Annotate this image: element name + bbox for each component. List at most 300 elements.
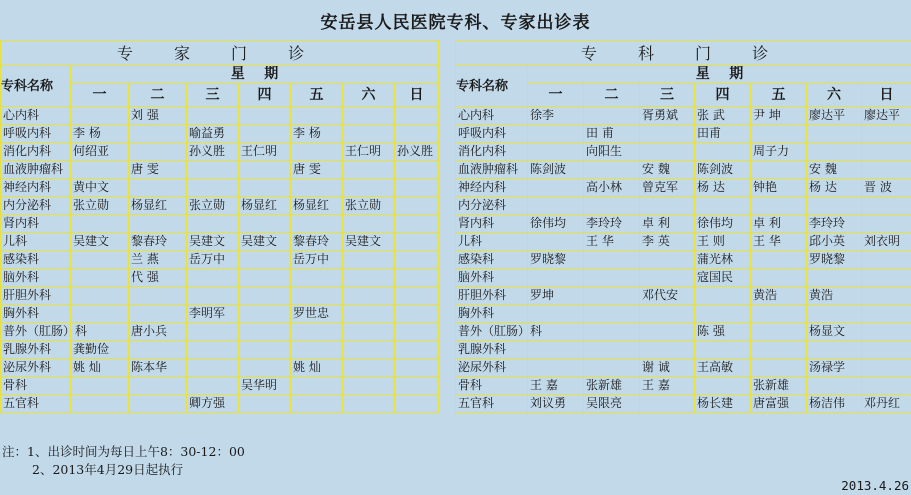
specialty-name: 肝胆外科 — [456, 287, 528, 305]
doctor-cell — [187, 359, 239, 377]
doctor-cell: 卓 利 — [640, 215, 695, 233]
table-row — [456, 305, 911, 323]
table-row — [1, 143, 439, 161]
doctor-cell — [129, 215, 187, 233]
doctor-cell: 杨 达 — [695, 179, 751, 197]
table-row — [1, 107, 439, 125]
doctor-cell: 李 杨 — [71, 125, 129, 143]
doctor-cell — [862, 323, 911, 341]
doctor-cell: 岳万中 — [187, 251, 239, 269]
doctor-cell — [751, 161, 807, 179]
doctor-cell: 代 强 — [129, 269, 187, 287]
doctor-cell — [528, 143, 584, 161]
doctor-cell: 唐富强 — [751, 395, 807, 413]
doctor-cell — [751, 305, 807, 323]
doctor-cell — [695, 143, 751, 161]
doctor-cell — [239, 287, 291, 305]
doctor-cell — [395, 395, 439, 413]
doctor-cell — [862, 215, 911, 233]
doctor-cell: 杨洁伟 — [807, 395, 862, 413]
doctor-cell: 周子力 — [751, 143, 807, 161]
doctor-cell — [239, 395, 291, 413]
doctor-cell — [187, 179, 239, 197]
specialty-name: 内分泌科 — [456, 197, 528, 215]
doctor-cell — [695, 377, 751, 395]
specialty-name: 骨科 — [1, 377, 71, 395]
doctor-cell — [862, 197, 911, 215]
doctor-cell — [862, 269, 911, 287]
doctor-cell: 安 魏 — [640, 161, 695, 179]
doctor-cell — [584, 197, 640, 215]
doctor-cell — [71, 107, 129, 125]
specialty-clinic-table — [455, 40, 911, 413]
doctor-cell: 田 甫 — [584, 125, 640, 143]
doctor-cell — [71, 305, 129, 323]
column-header-specialty: 专科名称 — [1, 66, 71, 107]
doctor-cell: 刘 强 — [129, 107, 187, 125]
doctor-cell — [584, 341, 640, 359]
doctor-cell — [187, 377, 239, 395]
doctor-cell: 吴建文 — [343, 233, 395, 251]
doctor-cell: 李 英 — [640, 233, 695, 251]
doctor-cell — [395, 197, 439, 215]
doctor-cell: 李明军 — [187, 305, 239, 323]
doctor-cell: 尹 坤 — [751, 107, 807, 125]
doctor-cell: 唐小兵 — [129, 323, 187, 341]
doctor-cell — [584, 251, 640, 269]
doctor-cell: 黎春玲 — [291, 233, 343, 251]
doctor-cell: 蒲光林 — [695, 251, 751, 269]
specialty-name: 儿科 — [1, 233, 71, 251]
doctor-cell — [751, 197, 807, 215]
doctor-cell — [187, 107, 239, 125]
doctor-cell — [291, 179, 343, 197]
doctor-cell: 张立勋 — [343, 197, 395, 215]
day-header: 二 — [129, 84, 187, 107]
day-header: 三 — [640, 84, 695, 107]
doctor-cell — [71, 377, 129, 395]
doctor-cell — [862, 377, 911, 395]
doctor-cell: 刘议勇 — [528, 395, 584, 413]
doctor-cell: 黄中文 — [71, 179, 129, 197]
doctor-cell: 黄浩 — [807, 287, 862, 305]
doctor-cell: 兰 燕 — [129, 251, 187, 269]
doctor-cell — [71, 215, 129, 233]
table-row — [1, 359, 439, 377]
doctor-cell — [807, 143, 862, 161]
day-header: 四 — [695, 84, 751, 107]
doctor-cell: 李 杨 — [291, 125, 343, 143]
doctor-cell — [343, 161, 395, 179]
note-line-1: 注：1、出诊时间为每日上午8：30-12：00 — [2, 444, 245, 459]
doctor-cell: 王仁明 — [343, 143, 395, 161]
doctor-cell: 吴建文 — [239, 233, 291, 251]
doctor-cell: 陈剑波 — [528, 161, 584, 179]
doctor-cell — [862, 341, 911, 359]
doctor-cell: 廖达平 — [862, 107, 911, 125]
doctor-cell — [751, 341, 807, 359]
doctor-cell — [187, 215, 239, 233]
doctor-cell — [584, 161, 640, 179]
doctor-cell — [187, 323, 239, 341]
doctor-cell — [751, 125, 807, 143]
doctor-cell — [528, 233, 584, 251]
doctor-cell: 喻益勇 — [187, 125, 239, 143]
table-row — [1, 179, 439, 197]
doctor-cell — [862, 359, 911, 377]
doctor-cell: 张 武 — [695, 107, 751, 125]
doctor-cell — [343, 125, 395, 143]
doctor-cell: 罗晓黎 — [807, 251, 862, 269]
specialty-name: 乳腺外科 — [1, 341, 71, 359]
doctor-cell: 黎春玲 — [129, 233, 187, 251]
doctor-cell — [640, 197, 695, 215]
doctor-cell — [71, 395, 129, 413]
doctor-cell — [395, 323, 439, 341]
doctor-cell — [807, 269, 862, 287]
doctor-cell — [291, 395, 343, 413]
doctor-cell — [807, 377, 862, 395]
doctor-cell — [695, 197, 751, 215]
doctor-cell — [528, 125, 584, 143]
specialty-name: 乳腺外科 — [456, 341, 528, 359]
table-row — [456, 395, 911, 413]
doctor-cell — [129, 395, 187, 413]
day-header: 日 — [395, 84, 439, 107]
doctor-cell: 罗坤 — [528, 287, 584, 305]
doctor-cell: 张立勋 — [187, 197, 239, 215]
doctor-cell: 王高敏 — [695, 359, 751, 377]
doctor-cell — [862, 161, 911, 179]
specialty-name: 呼吸内科 — [1, 125, 71, 143]
doctor-cell — [291, 107, 343, 125]
day-header: 四 — [239, 84, 291, 107]
doctor-cell — [291, 143, 343, 161]
doctor-cell — [129, 305, 187, 323]
doctor-cell — [71, 287, 129, 305]
doctor-cell — [862, 305, 911, 323]
table-row — [1, 341, 439, 359]
specialty-name: 脑外科 — [1, 269, 71, 287]
table-row — [1, 251, 439, 269]
doctor-cell: 陈 强 — [695, 323, 751, 341]
specialty-name: 骨科 — [456, 377, 528, 395]
table-row — [456, 359, 911, 377]
table-row — [1, 305, 439, 323]
doctor-cell — [239, 305, 291, 323]
doctor-cell: 廖达平 — [807, 107, 862, 125]
specialty-name: 儿科 — [456, 233, 528, 251]
day-header: 三 — [187, 84, 239, 107]
doctor-cell: 邓丹红 — [862, 395, 911, 413]
doctor-cell: 吴建文 — [187, 233, 239, 251]
doctor-cell: 田甫 — [695, 125, 751, 143]
doctor-cell: 王 华 — [751, 233, 807, 251]
doctor-cell — [584, 305, 640, 323]
doctor-cell — [584, 323, 640, 341]
doctor-cell: 邱小英 — [807, 233, 862, 251]
table-row — [456, 269, 911, 287]
doctor-cell — [862, 287, 911, 305]
table-row — [456, 215, 911, 233]
doctor-cell — [751, 269, 807, 287]
doctor-cell — [129, 287, 187, 305]
doctor-cell: 王 嘉 — [640, 377, 695, 395]
doctor-cell: 邓代安 — [640, 287, 695, 305]
doctor-cell — [71, 161, 129, 179]
doctor-cell: 晋 波 — [862, 179, 911, 197]
doctor-cell — [71, 269, 129, 287]
doctor-cell — [395, 305, 439, 323]
doctor-cell — [291, 377, 343, 395]
doctor-cell — [129, 125, 187, 143]
specialty-name: 胸外科 — [456, 305, 528, 323]
specialty-name: 神经内科 — [456, 179, 528, 197]
doctor-cell: 陈本华 — [129, 359, 187, 377]
day-header: 一 — [528, 84, 584, 107]
specialty-name: 泌尿外科 — [1, 359, 71, 377]
doctor-cell — [862, 143, 911, 161]
doctor-cell — [343, 359, 395, 377]
doctor-cell: 杨显红 — [129, 197, 187, 215]
doctor-cell: 谢 诚 — [640, 359, 695, 377]
doctor-cell — [129, 377, 187, 395]
doctor-cell — [395, 269, 439, 287]
doctor-cell — [239, 179, 291, 197]
doctor-cell — [239, 251, 291, 269]
doctor-cell — [343, 269, 395, 287]
doctor-cell: 徐伟均 — [695, 215, 751, 233]
table-row — [1, 197, 439, 215]
doctor-cell: 李玲玲 — [807, 215, 862, 233]
doctor-cell — [584, 107, 640, 125]
doctor-cell — [343, 377, 395, 395]
day-header: 一 — [71, 84, 129, 107]
specialty-name: 消化内科 — [1, 143, 71, 161]
doctor-cell — [129, 179, 187, 197]
doctor-cell — [528, 179, 584, 197]
doctor-cell: 吴限亮 — [584, 395, 640, 413]
doctor-cell — [640, 251, 695, 269]
specialty-name: 肾内科 — [1, 215, 71, 233]
doctor-cell: 吴华明 — [239, 377, 291, 395]
doctor-cell — [807, 125, 862, 143]
doctor-cell: 胥勇斌 — [640, 107, 695, 125]
specialty-name: 心内科 — [456, 107, 528, 125]
table-row — [456, 161, 911, 179]
specialty-name: 血液肿瘤科 — [456, 161, 528, 179]
week-header: 星 期 — [71, 66, 439, 84]
doctor-cell: 王 华 — [584, 233, 640, 251]
doctor-cell — [395, 107, 439, 125]
doctor-cell: 岳万中 — [291, 251, 343, 269]
table-row — [1, 125, 439, 143]
table-row — [1, 323, 439, 341]
specialty-name: 肾内科 — [456, 215, 528, 233]
page-title: 安岳县人民医院专科、专家出诊表 — [320, 13, 591, 33]
doctor-cell: 王仁明 — [239, 143, 291, 161]
table-row — [456, 143, 911, 161]
doctor-cell: 张新雄 — [584, 377, 640, 395]
day-header: 二 — [584, 84, 640, 107]
specialty-name: 内分泌科 — [1, 197, 71, 215]
doctor-cell — [343, 287, 395, 305]
doctor-cell: 张立勋 — [71, 197, 129, 215]
doctor-cell — [395, 161, 439, 179]
table-row — [1, 377, 439, 395]
day-header: 日 — [862, 84, 911, 107]
doctor-cell — [695, 287, 751, 305]
doctor-cell — [528, 359, 584, 377]
doctor-cell: 汤禄学 — [807, 359, 862, 377]
doctor-cell: 杨长建 — [695, 395, 751, 413]
doctor-cell — [343, 215, 395, 233]
doctor-cell: 杨显红 — [239, 197, 291, 215]
doctor-cell: 李玲玲 — [584, 215, 640, 233]
doctor-cell — [71, 251, 129, 269]
doctor-cell — [129, 143, 187, 161]
doctor-cell — [343, 395, 395, 413]
doctor-cell — [239, 107, 291, 125]
doctor-cell — [807, 305, 862, 323]
doctor-cell — [584, 269, 640, 287]
table-row — [1, 215, 439, 233]
doctor-cell: 徐伟均 — [528, 215, 584, 233]
specialty-name: 普外（肛肠）科 — [1, 323, 71, 341]
doctor-cell — [129, 341, 187, 359]
table-row — [456, 107, 911, 125]
doctor-cell — [640, 143, 695, 161]
date-stamp: 2013.4.26 — [841, 478, 909, 493]
doctor-cell — [395, 233, 439, 251]
doctor-cell — [528, 341, 584, 359]
doctor-cell — [395, 341, 439, 359]
doctor-cell — [584, 287, 640, 305]
doctor-cell — [751, 359, 807, 377]
day-header: 五 — [751, 84, 807, 107]
table-row — [1, 269, 439, 287]
doctor-cell — [395, 251, 439, 269]
doctor-cell: 徐李 — [528, 107, 584, 125]
table-row — [456, 341, 911, 359]
doctor-cell: 寇国民 — [695, 269, 751, 287]
doctor-cell — [187, 161, 239, 179]
doctor-cell: 杨显文 — [807, 323, 862, 341]
doctor-cell: 吴建文 — [71, 233, 129, 251]
doctor-cell — [640, 305, 695, 323]
specialty-name: 五官科 — [1, 395, 71, 413]
table-row — [1, 233, 439, 251]
table-row — [456, 125, 911, 143]
day-header: 六 — [807, 84, 862, 107]
doctor-cell — [291, 341, 343, 359]
day-header: 五 — [291, 84, 343, 107]
doctor-cell — [395, 125, 439, 143]
note-line-2: 2、2013年4月29日起执行 — [32, 462, 184, 477]
specialty-name: 神经内科 — [1, 179, 71, 197]
doctor-cell — [862, 251, 911, 269]
week-header: 星 期 — [528, 66, 911, 84]
table-row — [456, 323, 911, 341]
specialty-name: 脑外科 — [456, 269, 528, 287]
doctor-cell — [395, 359, 439, 377]
table-row — [456, 287, 911, 305]
doctor-cell — [343, 251, 395, 269]
doctor-cell — [343, 305, 395, 323]
specialty-name: 感染科 — [456, 251, 528, 269]
specialty-name: 心内科 — [1, 107, 71, 125]
specialty-name: 泌尿外科 — [456, 359, 528, 377]
doctor-cell — [187, 341, 239, 359]
doctor-cell — [640, 395, 695, 413]
specialty-name: 肝胆外科 — [1, 287, 71, 305]
doctor-cell — [343, 341, 395, 359]
doctor-cell: 高小林 — [584, 179, 640, 197]
doctor-cell — [187, 269, 239, 287]
doctor-cell — [239, 215, 291, 233]
doctor-cell: 王 嘉 — [528, 377, 584, 395]
table-row — [456, 251, 911, 269]
doctor-cell — [343, 179, 395, 197]
column-header-specialty: 专科名称 — [456, 66, 528, 107]
doctor-cell: 卓 利 — [751, 215, 807, 233]
doctor-cell — [528, 305, 584, 323]
doctor-cell — [239, 323, 291, 341]
table-row — [456, 197, 911, 215]
specialty-name: 五官科 — [456, 395, 528, 413]
table-header: 专 科 门 诊 — [456, 41, 911, 66]
table-row — [456, 233, 911, 251]
specialty-name: 普外（肛肠）科 — [456, 323, 528, 341]
doctor-cell — [239, 161, 291, 179]
table-row — [1, 287, 439, 305]
doctor-cell — [695, 305, 751, 323]
doctor-cell: 刘衣明 — [862, 233, 911, 251]
doctor-cell — [528, 197, 584, 215]
doctor-cell — [239, 269, 291, 287]
doctor-cell: 何绍亚 — [71, 143, 129, 161]
specialty-name: 消化内科 — [456, 143, 528, 161]
specialty-name: 呼吸内科 — [456, 125, 528, 143]
table-header: 专 家 门 诊 — [1, 41, 439, 66]
doctor-cell — [751, 323, 807, 341]
doctor-cell — [187, 287, 239, 305]
doctor-cell — [343, 323, 395, 341]
doctor-cell: 孙义胜 — [187, 143, 239, 161]
doctor-cell — [291, 269, 343, 287]
doctor-cell — [640, 125, 695, 143]
table-row — [456, 377, 911, 395]
doctor-cell — [528, 269, 584, 287]
doctor-cell: 曾克军 — [640, 179, 695, 197]
doctor-cell — [807, 197, 862, 215]
specialty-name: 感染科 — [1, 251, 71, 269]
doctor-cell: 孙义胜 — [395, 143, 439, 161]
doctor-cell — [291, 215, 343, 233]
doctor-cell — [291, 287, 343, 305]
doctor-cell — [640, 269, 695, 287]
doctor-cell: 卿方强 — [187, 395, 239, 413]
doctor-cell — [291, 323, 343, 341]
doctor-cell — [862, 125, 911, 143]
doctor-cell: 钟艳 — [751, 179, 807, 197]
doctor-cell: 向阳生 — [584, 143, 640, 161]
doctor-cell: 姚 灿 — [71, 359, 129, 377]
specialty-name: 血液肿瘤科 — [1, 161, 71, 179]
doctor-cell: 罗晓黎 — [528, 251, 584, 269]
doctor-cell: 唐 雯 — [291, 161, 343, 179]
doctor-cell: 姚 灿 — [291, 359, 343, 377]
